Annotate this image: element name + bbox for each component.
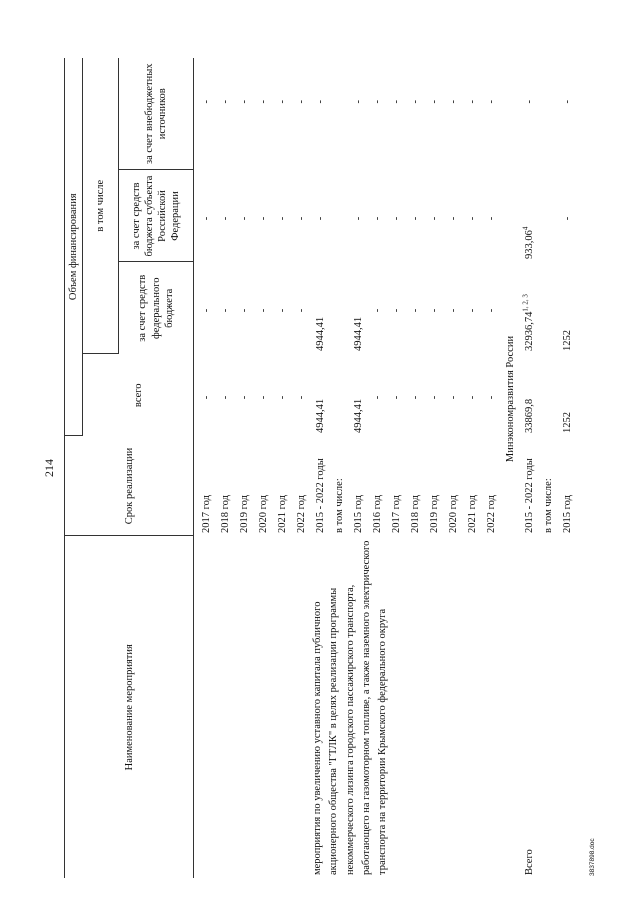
table-row: 2022 год - - - -	[486, 99, 497, 533]
measure-period: 2015 - 2022 годы	[315, 458, 326, 533]
table-row: в том числе:	[334, 478, 345, 533]
table-row: 2017 год - - - -	[201, 99, 212, 533]
table-row: 2016 год - - - -	[372, 99, 383, 533]
table-row: 2015 год 4944,41 4944,41 - -	[353, 99, 364, 533]
header-term: Срок реализации	[65, 436, 194, 536]
header-funding: Объем финансирования	[65, 58, 83, 436]
table-row: мероприятия по увеличению уставного капитала публичного акционерного общества "ГТЛК" в целях реализации программы некоммерческого лизинга городского пассажирского транспорта, работающего на газомоторном топливе, а также наземного электрического транспорта на территории Крымского федерального округа 2015 - 2022 годы 4944,41 4944,41 - -	[308, 58, 327, 878]
header-including: в том числе	[83, 58, 119, 354]
table-row	[498, 58, 517, 878]
header-total: всего	[83, 354, 194, 436]
measure-description: мероприятия по увеличению уставного капитала публичного акционерного общества "ГТЛК" в целях реализации программы некоммерческого лизинга городского пассажирского транспорта, работающего на газомоторном топливе, а также наземного электрического транспорта на территории Крымского федерального округа	[312, 540, 389, 875]
header-external: за счет внебюджетных источников	[119, 58, 194, 170]
table-row: 2020 год - - - -	[258, 99, 269, 533]
table-row: 2017 год - - - -	[391, 99, 402, 533]
header-regional: за счет средств бюджета субъекта Российской Федерации	[119, 170, 194, 262]
table-row: Всего 2015 - 2022 годы 33869,8 32936,74$^{1, 2, 3}$ 933,06$^4$ -	[517, 58, 536, 878]
header-federal: за счет средств федерального бюджета	[119, 262, 194, 354]
table-row: в том числе:	[543, 478, 554, 533]
ministry-heading: Минэкономразвития России	[505, 335, 516, 463]
table-row: 2019 год - - - -	[239, 99, 250, 533]
table-row: 2021 год - - - -	[467, 99, 478, 533]
table-row: 2019 год - - - -	[429, 99, 440, 533]
table-row: 2022 год - - - -	[296, 99, 307, 533]
table-row: 2021 год - - - -	[277, 99, 288, 533]
rotated-page	[40, 58, 600, 878]
table-row: 2018 год - - - -	[220, 99, 231, 533]
table-row: 2015 год 1252 1252 - -	[562, 99, 573, 533]
header-name: Наименование мероприятия	[65, 536, 194, 878]
table-row: 2020 год - - - -	[448, 99, 459, 533]
funding-table	[64, 58, 574, 878]
page-number: 214	[42, 459, 56, 477]
table-row: 2018 год - - - -	[410, 99, 421, 533]
summary-label: Всего	[524, 849, 535, 875]
document-id: 3837898.doc	[589, 838, 596, 876]
